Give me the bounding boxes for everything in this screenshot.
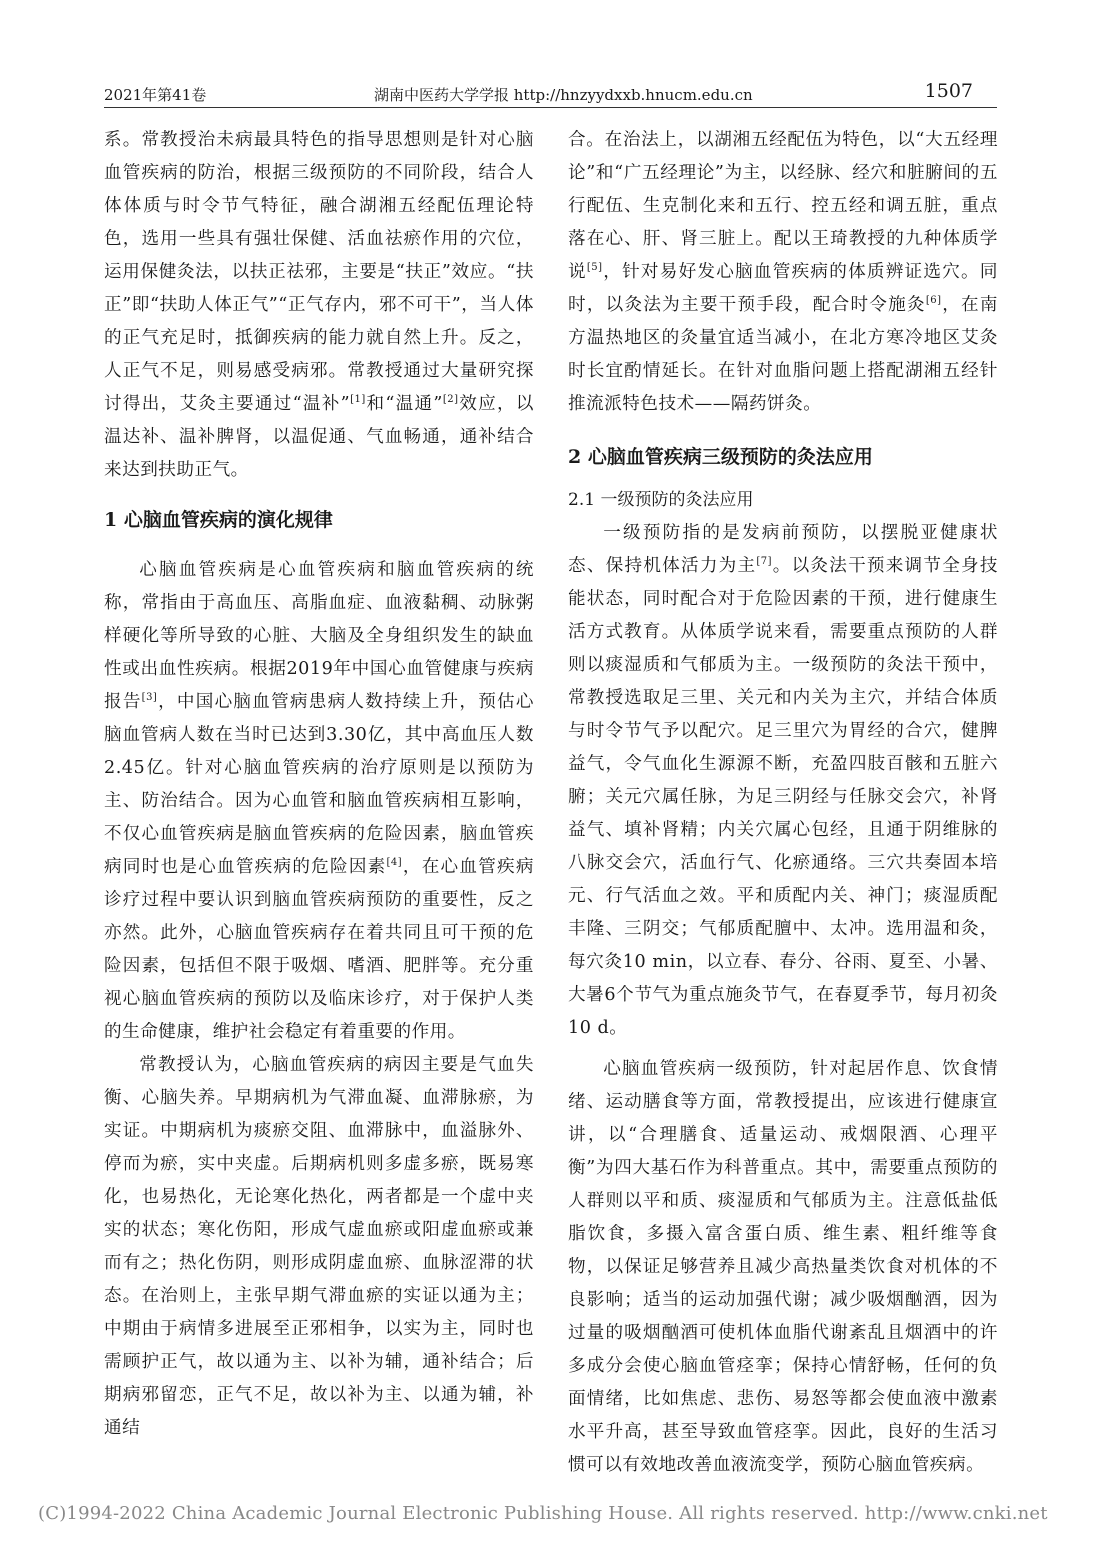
text-run: ，针对易好发心脑血管疾病的体质辨证选穴。同时，以灸法为主要干预手段，配合时令施灸 (568, 262, 998, 315)
right-column (568, 124, 998, 1482)
citation-7: [7] (756, 556, 772, 567)
section-heading-1: 1 心脑血管疾病的演化规律 (104, 509, 333, 531)
paragraph-treatment-continued (568, 124, 998, 421)
paragraph-pathogenesis: 常教授认为，心脑血管疾病的病因主要是气血失衡、心脑失养。早期病机为气滞血凝、血滞脉瘀，为实证。中期病机为痰瘀交阻、血滞脉中，血溢脉外、停而为瘀，实中夹虚。后期病机则多虚多瘀，既易寒化，也易热化，无论寒化热化，两者都是一个虚中夹实的状态；寒化伤阳，形成气虚血瘀或阳虚血瘀或兼而有之；热化伤阴，则形成阴虚血瘀、血脉涩滞的状态。在治则上，主张早期气滞血瘀的实证以通为主；中期由于病情多进展至正邪相争，以实为主，同时也需顾护正气，故以通为主、以补为辅，通补结合；后期病邪留恋，正气不足，故以补为主、以通为辅，补通结 (104, 1055, 534, 1438)
text-run: 一级预防指的是发病前预防，以摆脱亚健康状态、保持机体活力为主 (568, 523, 998, 576)
text-run: 。以灸法干预来调节全身技能状态，同时配合对于危险因素的干预，进行健康生活方式教育。从体质学说来看，需要重点预防的人群则以痰湿质和气郁质为主。一级预防的灸法干预中，常教授选取足三里、关元和内关为主穴，并结合体质与时令节气予以配穴。足三里穴为胃经的合穴，健脾益气，令气血化生源源不断，充盈四肢百骸和五脏六腑；关元穴属任脉，为足三阴经与任脉交会穴，补肾益气、填补肾精；内关穴属心包经，且通于阴维脉的八脉交会穴，活血行气、化瘀通络。三穴共奏固本培元、行气活血之效。平和质配内关、神门；痰湿质配丰隆、三阴交；气郁质配膻中、太冲。选用温和灸，每穴灸10 min，以立春、春分、谷雨、夏至、小暑、大暑6个节气为重点施灸节气，在春夏季节，每月初灸10 d。 (568, 556, 998, 1038)
citation-3: [3] (141, 692, 158, 703)
paragraph-intro-continued (104, 124, 534, 487)
text-run: ，在心血管疾病诊疗过程中要认识到脑血管疾病预防的重要性，反之亦然。此外，心脑血管疾病存在着共同且可干预的危险因素，包括但不限于吸烟、嗜酒、肥胖等。充分重视心脑血管疾病的预防以及临床诊疗，对于保护人类的生命健康，维护社会稳定有着重要的作用。 (104, 857, 534, 1042)
citation-1: [1] (350, 394, 366, 405)
page-number: 1507 (924, 80, 973, 102)
text-run: 和“温通” (365, 394, 443, 414)
citation-2: [2] (442, 394, 459, 405)
citation-6: [6] (925, 295, 942, 306)
text-run: 合。在治法上，以湖湘五经配伍为特色，以“大五经理论”和“广五经理论”为主，以经脉、经穴和脏腑间的五行配伍、生克制化来和五行、控五经和调五脏，重点落在心、肝、肾三脏上。配以王琦教授的九种体质学说 (568, 130, 998, 282)
paragraph-primary-prevention (568, 517, 998, 1045)
header-rule (104, 107, 997, 108)
running-header (104, 80, 997, 108)
copyright-footer: (C)1994-2022 China Academic Journal Electronic Publishing House. All rights reserved. http://www.cnki.net (38, 1503, 1048, 1524)
left-column (104, 124, 534, 1445)
text-run: 效应，以温达补、温补脾肾，以温促通、气血畅通，通补结合来达到扶助正气。 (104, 394, 534, 480)
journal-title-url: 湖南中医药大学学报 http://hnzyydxxb.hnucm.edu.cn (374, 86, 753, 104)
citation-5: [5] (586, 262, 603, 273)
paragraph-evolution (104, 554, 534, 1049)
text-run: ，在南方温热地区的灸量宜适当减小，在北方寒冷地区艾灸时长宜酌情延长。在针对血脂问题上搭配湖湘五经针推流派特色技术——隔药饼灸。 (568, 295, 998, 414)
text-run: 心脑血管疾病是心血管疾病和脑血管疾病的统称，常指由于高血压、高脂血症、血液黏稠、动脉粥样硬化等所导致的心脏、大脑及全身组织发生的缺血性或出血性疾病。根据2019年中国心血管健康与疾病报告 (104, 560, 534, 712)
section-heading-2: 2 心脑血管疾病三级预防的灸法应用 (568, 446, 873, 468)
text-run: 系。常教授治未病最具特色的指导思想则是针对心脑血管疾病的防治，根据三级预防的不同阶段，结合人体体质与时令节气特征，融合湖湘五经配伍理论特色，选用一些具有强壮保健、活血祛瘀作用的穴位，运用保健灸法，以扶正祛邪，主要是“扶正”效应。“扶正”即“扶助人体正气”“正气存内，邪不可干”，当人体的正气充足时，抵御疾病的能力就自然上升。反之，人正气不足，则易感受病邪。常教授通过大量研究探讨得出，艾灸主要通过“温补” (104, 130, 534, 414)
citation-4: [4] (386, 857, 403, 868)
journal-volume: 2021年第41卷 (104, 86, 207, 104)
text-run: ，中国心脑血管病患病人数持续上升，预估心脑血管病人数在当时已达到3.30亿，其中高血压人数2.45亿。针对心脑血管疾病的治疗原则是以预防为主、防治结合。因为心血管和脑血管疾病相互影响，不仅心血管疾病是脑血管疾病的危险因素，脑血管疾病同时也是心血管疾病的危险因素 (104, 692, 534, 877)
paragraph-lifestyle: 心脑血管疾病一级预防，针对起居作息、饮食情绪、运动膳食等方面，常教授提出，应该进行健康宣讲，以“合理膳食、适量运动、戒烟限酒、心理平衡”为四大基石作为科普重点。其中，需要重点预防的人群则以平和质、痰湿质和气郁质为主。注意低盐低脂饮食，多摄入富含蛋白质、维生素、粗纤维等食物，以保证足够营养且减少高热量类饮食对机体的不良影响；适当的运动加强代谢；减少吸烟酗酒，因为过量的吸烟酗酒可使机体血脂代谢紊乱且烟酒中的许多成分会使心脑血管痉挛；保持心情舒畅，任何的负面情绪，比如焦虑、悲伤、易怒等都会使血液中激素水平升高，甚至导致血管痉挛。因此，良好的生活习惯可以有效地改善血液流变学，预防心脑血管疾病。 (568, 1059, 998, 1475)
subsection-heading-2-1: 2.1 一级预防的灸法应用 (568, 490, 754, 510)
